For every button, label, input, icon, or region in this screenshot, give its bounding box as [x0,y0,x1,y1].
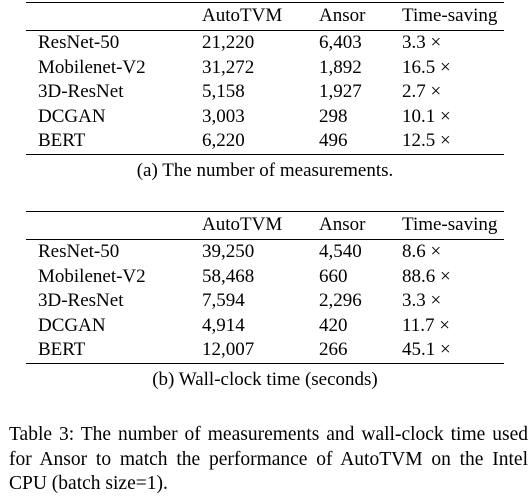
table-row [26,289,504,314]
table-row [26,240,504,265]
cell-model: BERT [26,338,202,363]
table-row [26,56,504,81]
cell-autotvm: 3,003 [202,105,245,127]
cell-ansor: 6,403 [319,32,362,53]
header-autotvm: AutoTVM [202,3,319,31]
measurements-table [26,2,504,155]
cell-time-saving: 3.3 × [402,32,442,53]
cell-ansor: 4,540 [319,241,362,262]
cell-time-saving: 2.7 × [402,81,442,102]
table-row [26,338,504,363]
cell-autotvm: 12,007 [202,338,319,363]
cell-time-saving: 3.3 × [402,290,442,311]
cell-time-saving: 45.1 × [402,338,504,363]
header-ansor: Ansor [319,3,402,31]
cell-model: ResNet-50 [38,32,120,53]
cell-model: Mobilenet-V2 [38,265,146,287]
cell-time-saving: 11.7 × [402,314,451,336]
cell-model: 3D-ResNet [38,81,124,102]
cell-ansor: 496 [319,129,402,154]
cell-autotvm: 39,250 [202,241,255,262]
cell-model: DCGAN [38,314,106,336]
cell-model: ResNet-50 [38,241,120,262]
cell-time-saving: 12.5 × [402,129,504,154]
subcaption-a: (a) The number of measurements. [136,159,394,181]
wallclock-table [26,211,504,364]
header-autotvm: AutoTVM [202,212,319,240]
header-time-saving: Time-saving [402,212,504,240]
cell-autotvm: 7,594 [202,290,245,311]
cell-time-saving: 88.6 × [402,265,451,287]
table-row [26,314,504,339]
cell-model: Mobilenet-V2 [38,56,146,78]
table-row [26,80,504,105]
header-time-saving: Time-saving [402,3,504,31]
cell-ansor: 266 [319,338,402,363]
cell-ansor: 2,296 [319,290,362,311]
cell-ansor: 420 [319,314,348,336]
header-ansor: Ansor [319,212,402,240]
cell-autotvm: 31,272 [202,56,255,78]
cell-ansor: 660 [319,265,348,287]
cell-autotvm: 58,468 [202,265,255,287]
header-model [26,212,202,240]
subcaption-b: (b) Wall-clock time (seconds) [152,368,378,390]
table-row [26,31,504,56]
header-model [26,3,202,31]
header-row [26,212,504,240]
cell-ansor: 1,927 [319,81,362,102]
cell-model: BERT [26,129,202,154]
cell-ansor: 298 [319,105,348,127]
measurements-table-block [26,2,504,183]
cell-time-saving: 16.5 × [402,56,451,78]
header-row [26,3,504,31]
table-row [26,105,504,130]
table-row [26,265,504,290]
cell-autotvm: 21,220 [202,32,255,53]
cell-autotvm: 4,914 [202,314,245,336]
cell-autotvm: 5,158 [202,81,245,102]
table-row [26,129,504,154]
cell-time-saving: 8.6 × [402,241,442,262]
table-caption: Table 3: The number of measurements and wall-clock time used for Ansor to match the performance of AutoTVM on the Intel CPU (batch size=1). [9,424,528,494]
cell-model: DCGAN [38,105,106,127]
wallclock-table-block [26,211,504,392]
cell-ansor: 1,892 [319,56,362,78]
cell-model: 3D-ResNet [38,290,124,311]
cell-autotvm: 6,220 [202,129,319,154]
cell-time-saving: 10.1 × [402,105,451,127]
